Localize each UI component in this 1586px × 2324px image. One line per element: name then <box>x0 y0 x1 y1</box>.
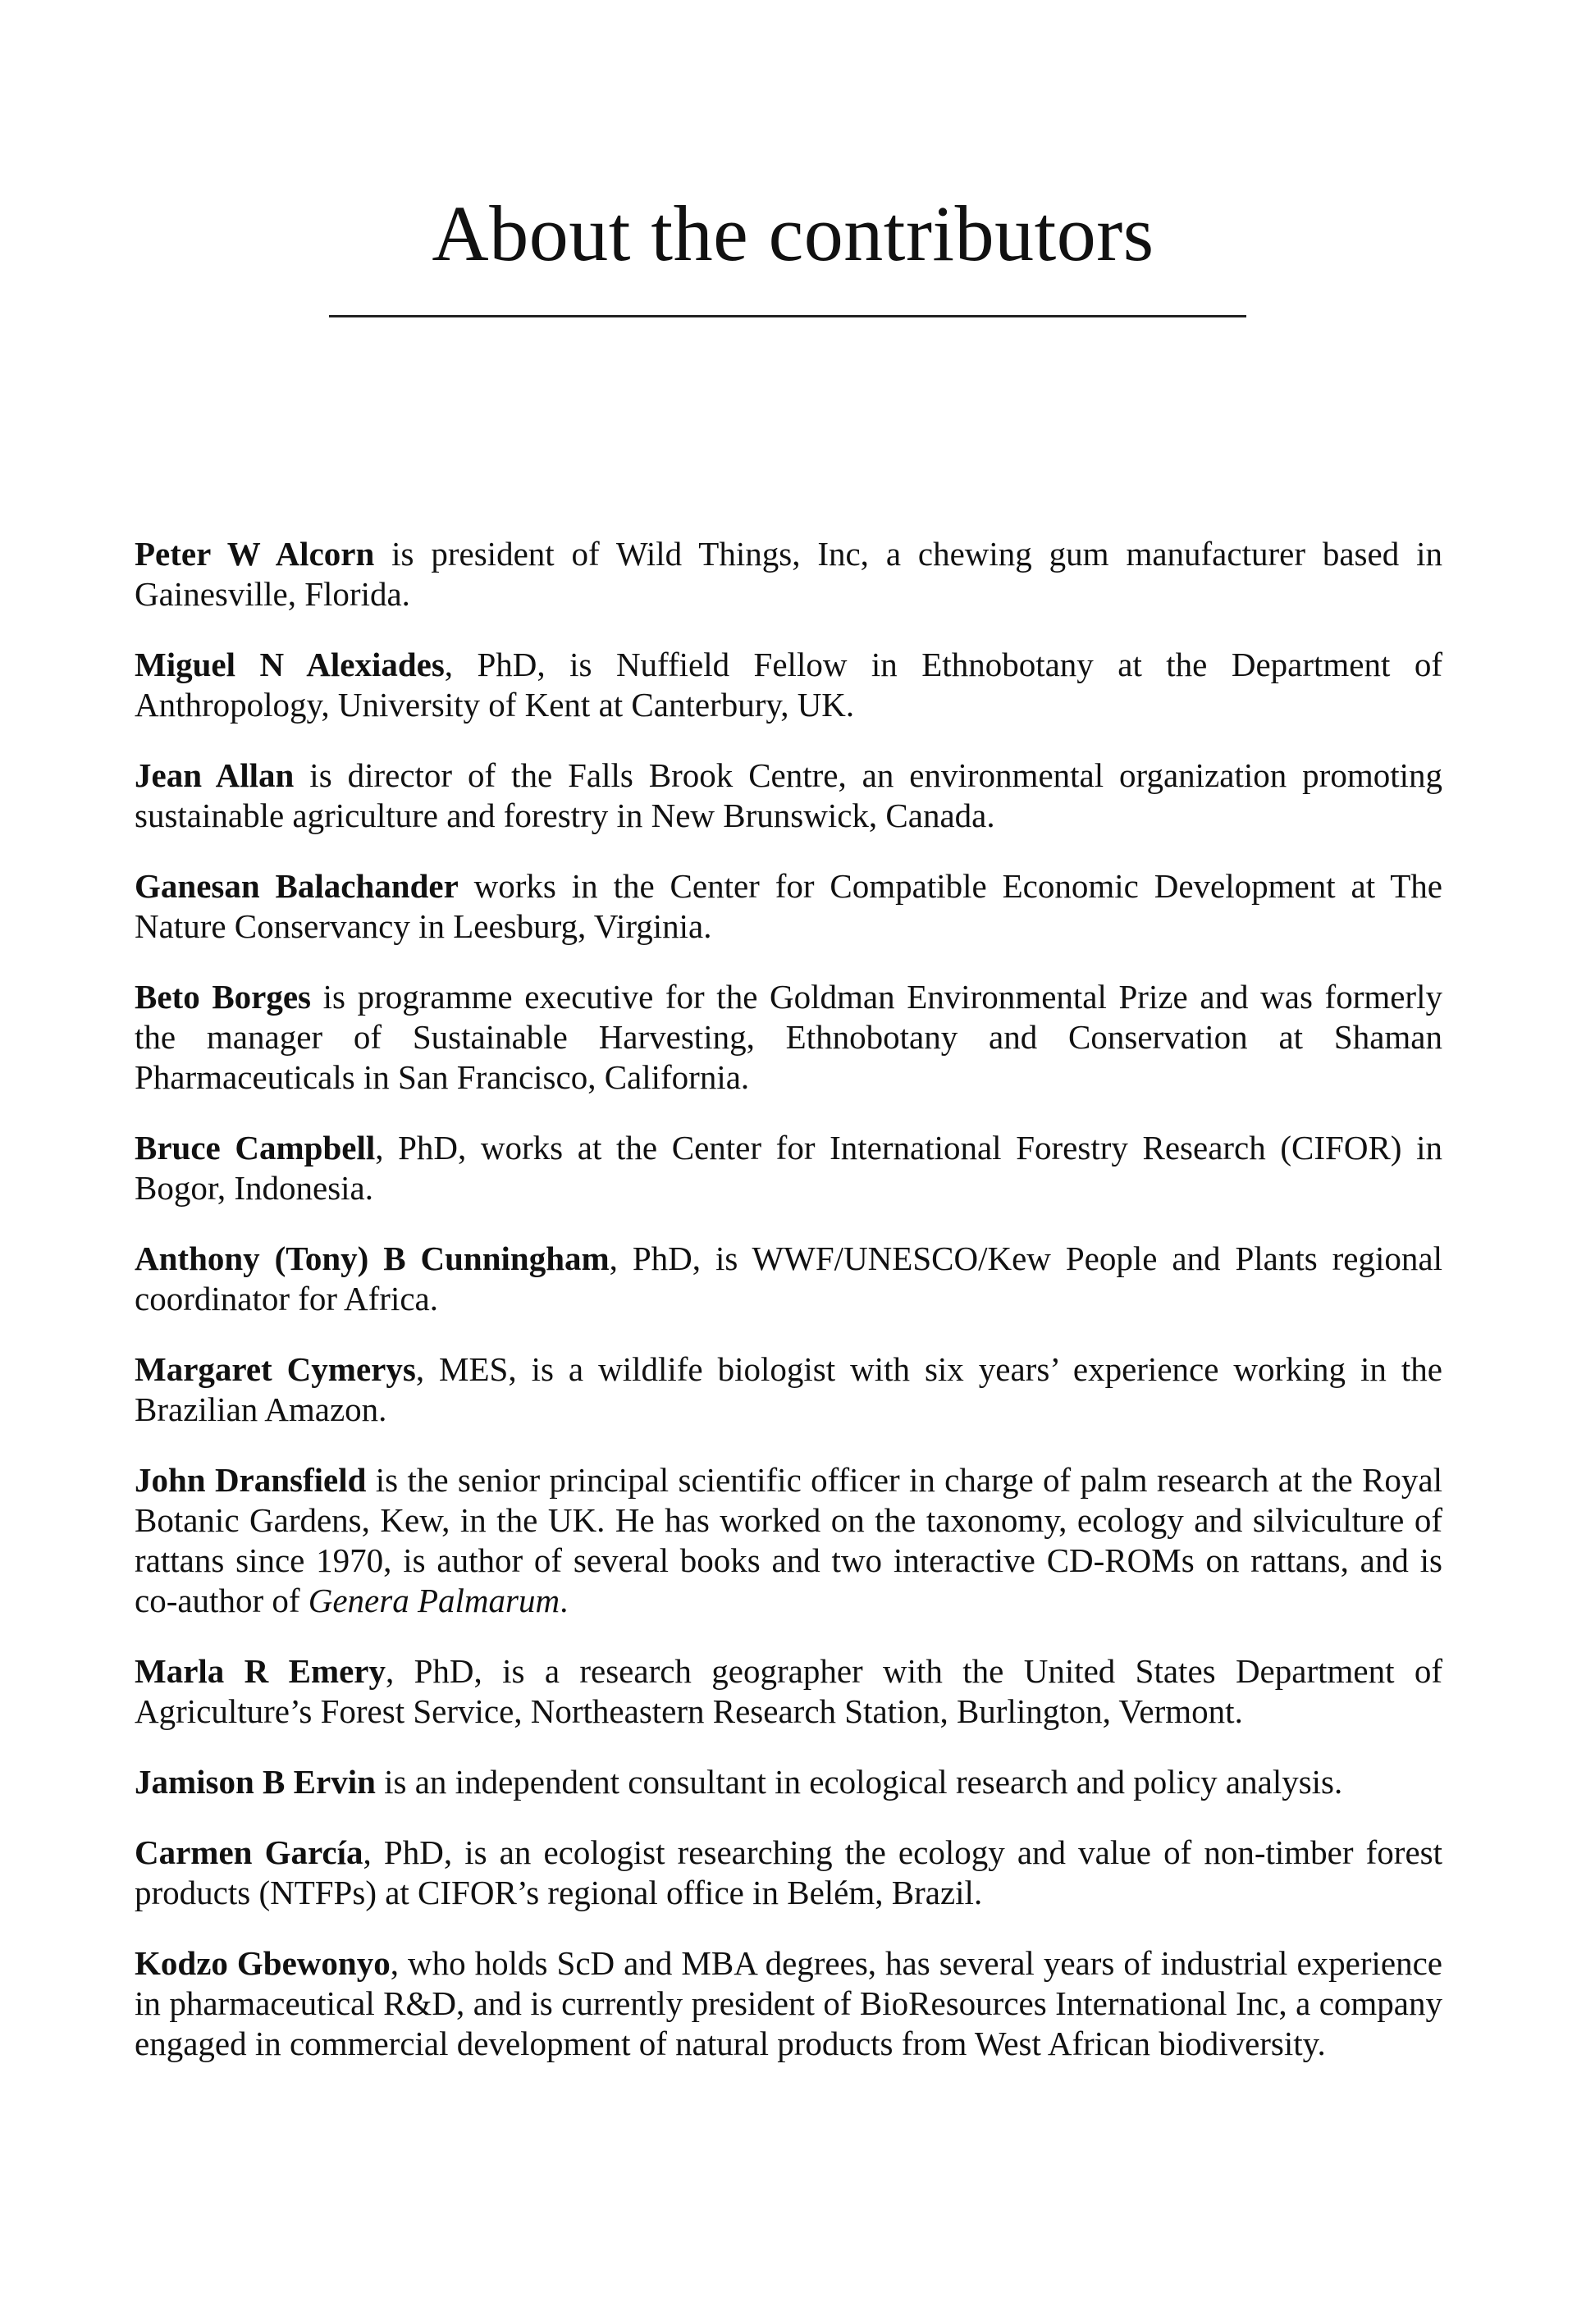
contributor-name: Jean Allan <box>135 756 295 794</box>
contributor-name: Marla R Emery <box>135 1652 386 1690</box>
contributor-name: Bruce Campbell <box>135 1129 376 1167</box>
contributor-entry <box>135 1651 1442 1732</box>
contributor-bio: is the senior principal scientific officer in charge of palm research at the Royal Botanic Gardens, Kew, in the UK. He has worked on the taxonomy, ecology and silviculture of rattans since 1970, is author of several books and two interactive CD-ROMs on rattans, and is co-author of <box>135 1461 1443 1619</box>
contributor-name: Ganesan Balachander <box>135 867 459 905</box>
contributor-bio: , PhD, is a research geographer with the United States Department of Agriculture’s Forest Service, Northeastern Research Station, Burlington, Vermont. <box>135 1652 1442 1730</box>
contributor-bio: is an independent consultant in ecological research and policy analysis. <box>375 1763 1343 1801</box>
contributor-name: Anthony (Tony) B Cunningham <box>135 1240 610 1277</box>
contributor-bio: , PhD, works at the Center for International Forestry Research (CIFOR) in Bogor, Indonesia. <box>135 1129 1442 1207</box>
contributor-entry <box>135 645 1442 725</box>
contributor-bio: , PhD, is an ecologist researching the ecology and value of non-timber forest products (NTFPs) at CIFOR’s regional office in Belém, Brazil. <box>135 1833 1442 1911</box>
contributor-name: Miguel N Alexiades <box>135 646 445 683</box>
contributor-name: Beto Borges <box>135 978 312 1016</box>
contributor-name: Peter W Alcorn <box>135 535 375 573</box>
contributor-entry <box>135 1128 1442 1208</box>
contributor-bio: is programme executive for the Goldman Environmental Prize and was formerly the manager of Sustainable Harvesting, Ethnobotany and Conservation at Shaman Pharmaceuticals in San Francisco, California. <box>135 978 1442 1096</box>
contributor-name: Jamison B Ervin <box>135 1763 376 1801</box>
contributor-bio-end: . <box>560 1582 569 1619</box>
contributor-entry <box>135 1943 1442 2064</box>
contributor-entry <box>135 977 1442 1098</box>
contributor-name: Kodzo Gbewonyo <box>135 1944 391 1982</box>
contributor-entry <box>135 756 1442 836</box>
contributor-entry <box>135 1349 1442 1430</box>
contributor-name: John Dransfield <box>135 1461 367 1499</box>
contributor-entry <box>135 1762 1442 1802</box>
contributor-bio: , who holds ScD and MBA degrees, has several years of industrial experience in pharmaceutical R&D, and is currently president of BioResources International Inc, a company engaged in commercial development of natural products from West African biodiversity. <box>135 1944 1443 2062</box>
title-rule <box>329 315 1246 317</box>
contributor-bio: is president of Wild Things, Inc, a chewing gum manufacturer based in Gainesville, Florida. <box>135 535 1442 613</box>
contributor-bio: , PhD, is Nuffield Fellow in Ethnobotany at the Department of Anthropology, University of Kent at Canterbury, UK. <box>135 646 1442 724</box>
book-title: Genera Palmarum <box>308 1582 560 1619</box>
page-title: About the contributors <box>432 189 1154 277</box>
contributor-entry <box>135 866 1442 947</box>
contributor-bio: is director of the Falls Brook Centre, an environmental organization promoting sustainable agriculture and forestry in New Brunswick, Canada. <box>135 756 1442 834</box>
contributor-list <box>135 534 1442 2094</box>
contributor-entry <box>135 1460 1442 1621</box>
contributor-bio: , MES, is a wildlife biologist with six years’ experience working in the Brazilian Amazon. <box>135 1350 1442 1428</box>
contributor-entry <box>135 1239 1442 1319</box>
contributor-bio: , PhD, is WWF/UNESCO/Kew People and Plants regional coordinator for Africa. <box>135 1240 1442 1317</box>
contributor-bio: works in the Center for Compatible Economic Development at The Nature Conservancy in Leesburg, Virginia. <box>135 867 1442 945</box>
contributor-entry <box>135 1833 1442 1913</box>
contributor-name: Margaret Cymerys <box>135 1350 416 1388</box>
contributor-entry <box>135 534 1442 614</box>
contributor-name: Carmen García <box>135 1833 363 1871</box>
